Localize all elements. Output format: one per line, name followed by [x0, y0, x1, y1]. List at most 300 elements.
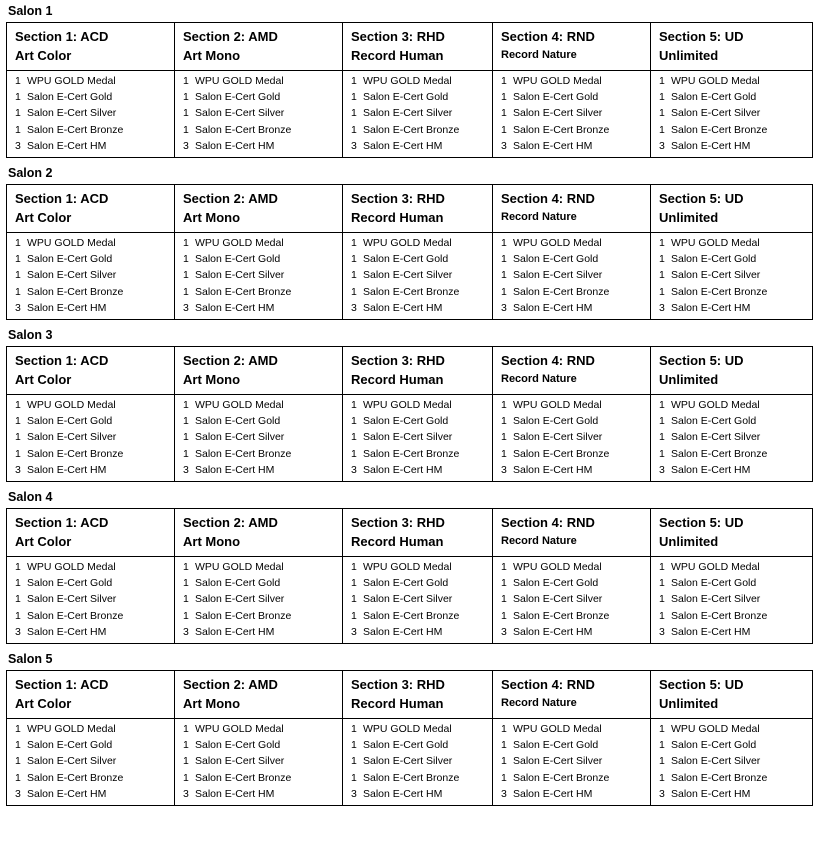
award-label: Salon E-Cert HM — [27, 139, 107, 152]
award-item — [343, 105, 492, 121]
award-item — [7, 575, 174, 591]
awards-list — [493, 557, 650, 643]
award-label: WPU GOLD Medal — [27, 561, 116, 574]
award-label: WPU GOLD Medal — [195, 237, 284, 250]
award-count: 1 — [501, 577, 507, 590]
award-item — [343, 251, 492, 267]
section-code: Section 2: AMD — [183, 677, 278, 693]
award-label: Salon E-Cert Silver — [195, 107, 285, 120]
section-name: Unlimited — [659, 372, 719, 388]
award-label: Salon E-Cert Bronze — [513, 123, 610, 136]
section-name: Art Mono — [183, 696, 241, 712]
section-header-cell — [343, 347, 493, 395]
section-header — [651, 347, 812, 394]
section-awards-cell — [175, 719, 343, 806]
section-name: Record Human — [351, 534, 444, 550]
award-item — [493, 753, 650, 769]
section-header-cell — [651, 23, 813, 71]
award-label: Salon E-Cert Bronze — [195, 771, 292, 784]
award-item — [651, 267, 812, 283]
award-item — [493, 786, 650, 802]
award-item — [7, 300, 174, 316]
award-label: Salon E-Cert Bronze — [513, 285, 610, 298]
award-label: Salon E-Cert Bronze — [363, 285, 460, 298]
award-count: 1 — [659, 415, 665, 428]
award-count: 1 — [15, 755, 21, 768]
award-label: Salon E-Cert Silver — [363, 431, 453, 444]
section-header — [651, 23, 812, 70]
award-label: Salon E-Cert Silver — [363, 107, 453, 120]
section-header — [7, 671, 174, 718]
award-label: Salon E-Cert Bronze — [363, 123, 460, 136]
section-code: Section 3: RHD — [351, 191, 445, 207]
award-label: Salon E-Cert Silver — [671, 593, 761, 606]
award-item — [175, 397, 342, 413]
award-label: WPU GOLD Medal — [363, 75, 452, 87]
award-count: 1 — [183, 593, 189, 606]
award-label: WPU GOLD Medal — [513, 399, 602, 412]
award-label: Salon E-Cert HM — [513, 301, 593, 314]
award-count: 1 — [15, 739, 21, 752]
award-count: 1 — [501, 107, 507, 120]
award-item — [343, 462, 492, 478]
section-header — [175, 509, 342, 556]
award-label: Salon E-Cert Gold — [195, 253, 281, 266]
award-item — [493, 73, 650, 89]
award-count: 3 — [183, 787, 189, 800]
award-label: Salon E-Cert Bronze — [27, 123, 124, 136]
awards-list — [651, 395, 812, 481]
award-count: 3 — [659, 301, 665, 314]
award-item — [7, 591, 174, 607]
award-item — [7, 251, 174, 267]
award-label: Salon E-Cert Bronze — [363, 771, 460, 784]
award-label: WPU GOLD Medal — [513, 75, 602, 87]
award-count: 1 — [351, 447, 357, 460]
section-code: Section 1: ACD — [15, 677, 109, 693]
award-label: Salon E-Cert Gold — [671, 739, 757, 752]
section-header-cell — [343, 23, 493, 71]
section-header-cell — [175, 23, 343, 71]
section-name: Unlimited — [659, 534, 719, 550]
award-label: WPU GOLD Medal — [671, 561, 760, 574]
award-item — [493, 429, 650, 445]
section-header-cell — [493, 23, 651, 71]
award-label: Salon E-Cert Gold — [27, 577, 113, 590]
section-name: Record Nature — [501, 697, 577, 710]
award-item — [343, 138, 492, 154]
award-item — [493, 300, 650, 316]
awards-list — [175, 233, 342, 319]
section-code: Section 2: AMD — [183, 29, 278, 44]
award-item — [343, 267, 492, 283]
section-awards-cell — [493, 719, 651, 806]
award-item — [493, 122, 650, 138]
section-header-cell — [651, 347, 813, 395]
award-item — [651, 284, 812, 300]
award-item — [343, 753, 492, 769]
award-count: 1 — [15, 285, 21, 298]
award-label: Salon E-Cert Silver — [513, 431, 603, 444]
table-header-row — [7, 185, 813, 233]
award-item — [651, 73, 812, 89]
award-count: 1 — [351, 771, 357, 784]
award-item — [175, 413, 342, 429]
award-item — [651, 591, 812, 607]
award-item — [7, 721, 174, 737]
salon-title: Salon 5 — [8, 652, 53, 667]
section-code: Section 5: UD — [659, 29, 744, 44]
section-header-cell — [7, 347, 175, 395]
table-row — [7, 719, 813, 806]
awards-list — [175, 719, 342, 805]
award-label: WPU GOLD Medal — [195, 723, 284, 736]
award-count: 3 — [659, 787, 665, 800]
award-count: 1 — [15, 593, 21, 606]
award-count: 1 — [15, 447, 21, 460]
award-count: 1 — [183, 415, 189, 428]
salon-title: Salon 1 — [8, 4, 53, 18]
award-label: Salon E-Cert HM — [27, 625, 107, 638]
award-item — [7, 413, 174, 429]
award-item — [175, 73, 342, 89]
award-count: 1 — [501, 399, 507, 412]
award-count: 3 — [15, 787, 21, 800]
award-label: Salon E-Cert Bronze — [195, 285, 292, 298]
award-item — [175, 462, 342, 478]
award-label: Salon E-Cert HM — [671, 139, 751, 152]
award-label: Salon E-Cert Bronze — [27, 285, 124, 298]
award-count: 1 — [183, 739, 189, 752]
section-header — [7, 509, 174, 556]
section-header — [493, 23, 650, 70]
awards-list — [493, 71, 650, 157]
award-item — [7, 284, 174, 300]
section-code: Section 1: ACD — [15, 353, 109, 369]
award-count: 1 — [501, 269, 507, 282]
section-awards-cell — [7, 719, 175, 806]
award-count: 1 — [351, 593, 357, 606]
award-count: 1 — [15, 269, 21, 282]
award-count: 3 — [183, 463, 189, 476]
award-item — [7, 89, 174, 105]
award-label: WPU GOLD Medal — [513, 561, 602, 574]
award-label: WPU GOLD Medal — [671, 237, 760, 250]
award-count: 1 — [659, 577, 665, 590]
award-count: 3 — [501, 463, 507, 476]
salon-block — [6, 162, 812, 320]
award-item — [7, 737, 174, 753]
award-label: Salon E-Cert Gold — [671, 253, 757, 266]
award-count: 1 — [659, 399, 665, 412]
salon-block — [6, 0, 812, 158]
award-item — [493, 608, 650, 624]
award-item — [7, 429, 174, 445]
award-label: Salon E-Cert HM — [27, 301, 107, 314]
section-awards-cell — [343, 71, 493, 158]
section-name: Record Nature — [501, 373, 577, 386]
award-count: 3 — [659, 625, 665, 638]
award-count: 1 — [15, 609, 21, 622]
award-count: 1 — [183, 269, 189, 282]
award-item — [343, 89, 492, 105]
award-label: Salon E-Cert Gold — [195, 739, 281, 752]
award-count: 3 — [351, 139, 357, 152]
section-code: Section 3: RHD — [351, 677, 445, 693]
section-name: Art Color — [15, 372, 72, 388]
award-count: 1 — [15, 91, 21, 104]
award-count: 1 — [501, 755, 507, 768]
award-item — [493, 446, 650, 462]
section-header-cell — [175, 671, 343, 719]
section-header — [343, 185, 492, 232]
award-label: Salon E-Cert Gold — [363, 415, 449, 428]
table-header-row — [7, 509, 813, 557]
section-name: Record Human — [351, 210, 444, 226]
award-label: Salon E-Cert HM — [671, 625, 751, 638]
award-count: 3 — [15, 463, 21, 476]
section-header — [651, 509, 812, 556]
section-awards-cell — [651, 395, 813, 482]
award-item — [7, 138, 174, 154]
award-count: 1 — [351, 561, 357, 574]
award-item — [493, 89, 650, 105]
award-item — [493, 397, 650, 413]
award-label: WPU GOLD Medal — [195, 75, 284, 87]
awards-list — [651, 71, 812, 157]
award-item — [175, 770, 342, 786]
award-label: Salon E-Cert HM — [363, 139, 443, 152]
award-count: 3 — [659, 139, 665, 152]
award-count: 1 — [15, 253, 21, 266]
award-label: Salon E-Cert Gold — [27, 253, 113, 266]
section-header — [7, 23, 174, 70]
award-item — [651, 737, 812, 753]
award-count: 3 — [351, 625, 357, 638]
section-awards-cell — [343, 395, 493, 482]
awards-list — [651, 557, 812, 643]
award-label: Salon E-Cert Silver — [27, 431, 117, 444]
award-label: Salon E-Cert Silver — [363, 755, 453, 768]
award-item — [175, 753, 342, 769]
award-item — [493, 267, 650, 283]
award-label: Salon E-Cert HM — [195, 463, 275, 476]
award-count: 1 — [183, 723, 189, 736]
award-item — [175, 786, 342, 802]
award-count: 1 — [659, 123, 665, 136]
award-item — [343, 591, 492, 607]
award-item — [493, 235, 650, 251]
award-count: 1 — [15, 237, 21, 250]
section-awards-cell — [175, 233, 343, 320]
award-count: 1 — [501, 285, 507, 298]
award-count: 1 — [659, 75, 665, 87]
award-item — [175, 284, 342, 300]
awards-list — [7, 395, 174, 481]
award-label: Salon E-Cert HM — [671, 787, 751, 800]
award-item — [343, 770, 492, 786]
award-count: 1 — [659, 561, 665, 574]
section-name: Art Color — [15, 696, 72, 712]
award-count: 1 — [15, 561, 21, 574]
section-awards-cell — [343, 719, 493, 806]
award-label: Salon E-Cert Bronze — [27, 447, 124, 460]
award-count: 1 — [351, 285, 357, 298]
section-header — [651, 671, 812, 718]
award-count: 3 — [183, 625, 189, 638]
section-header-cell — [651, 185, 813, 233]
award-item — [651, 753, 812, 769]
award-item — [493, 575, 650, 591]
award-item — [651, 462, 812, 478]
award-count: 1 — [351, 75, 357, 87]
table-row — [7, 71, 813, 158]
award-item — [343, 413, 492, 429]
section-header-cell — [175, 185, 343, 233]
award-count: 1 — [351, 107, 357, 120]
award-item — [651, 105, 812, 121]
award-item — [343, 608, 492, 624]
section-code: Section 1: ACD — [15, 515, 109, 531]
award-label: Salon E-Cert Silver — [195, 431, 285, 444]
award-count: 1 — [659, 447, 665, 460]
section-name: Art Mono — [183, 372, 241, 388]
award-count: 1 — [659, 593, 665, 606]
award-item — [493, 559, 650, 575]
awards-list — [7, 557, 174, 643]
award-item — [651, 122, 812, 138]
award-item — [175, 608, 342, 624]
section-header — [493, 185, 650, 232]
award-item — [651, 300, 812, 316]
award-item — [175, 591, 342, 607]
section-header-cell — [493, 185, 651, 233]
award-label: WPU GOLD Medal — [363, 237, 452, 250]
award-label: WPU GOLD Medal — [513, 723, 602, 736]
section-awards-cell — [7, 395, 175, 482]
award-count: 1 — [501, 431, 507, 444]
award-item — [651, 446, 812, 462]
award-label: Salon E-Cert Gold — [363, 739, 449, 752]
awards-list — [493, 233, 650, 319]
award-item — [343, 73, 492, 89]
award-count: 1 — [659, 269, 665, 282]
award-count: 1 — [659, 431, 665, 444]
section-header — [175, 671, 342, 718]
award-label: Salon E-Cert Bronze — [195, 123, 292, 136]
award-label: Salon E-Cert Silver — [195, 755, 285, 768]
award-label: Salon E-Cert HM — [671, 301, 751, 314]
section-name: Art Color — [15, 210, 72, 226]
award-count: 1 — [183, 561, 189, 574]
award-count: 1 — [501, 593, 507, 606]
award-count: 1 — [501, 123, 507, 136]
section-awards-cell — [175, 395, 343, 482]
award-count: 1 — [501, 447, 507, 460]
award-count: 3 — [351, 301, 357, 314]
section-code: Section 1: ACD — [15, 29, 109, 44]
section-awards-cell — [493, 71, 651, 158]
section-awards-cell — [651, 557, 813, 644]
award-count: 1 — [501, 415, 507, 428]
award-label: WPU GOLD Medal — [27, 723, 116, 736]
section-header — [493, 509, 650, 556]
award-label: Salon E-Cert Bronze — [363, 609, 460, 622]
section-name: Art Mono — [183, 48, 241, 63]
section-header — [175, 347, 342, 394]
section-awards-cell — [651, 71, 813, 158]
award-item — [175, 737, 342, 753]
section-header-cell — [7, 509, 175, 557]
table-row — [7, 557, 813, 644]
section-code: Section 5: UD — [659, 677, 744, 693]
section-header — [493, 347, 650, 394]
award-item — [343, 397, 492, 413]
award-label: Salon E-Cert Silver — [671, 755, 761, 768]
salon-awards-table — [6, 184, 813, 320]
section-code: Section 4: RND — [501, 29, 595, 44]
award-count: 1 — [183, 771, 189, 784]
award-item — [493, 770, 650, 786]
award-count: 1 — [183, 447, 189, 460]
section-code: Section 3: RHD — [351, 353, 445, 369]
award-label: WPU GOLD Medal — [195, 399, 284, 412]
award-label: Salon E-Cert Gold — [363, 253, 449, 266]
award-count: 1 — [501, 75, 507, 87]
awards-list — [651, 719, 812, 805]
section-awards-cell — [493, 557, 651, 644]
salon-title: Salon 4 — [8, 490, 53, 505]
awards-list — [343, 71, 492, 157]
award-label: Salon E-Cert HM — [195, 787, 275, 800]
award-label: Salon E-Cert Silver — [671, 431, 761, 444]
section-awards-cell — [7, 233, 175, 320]
section-code: Section 3: RHD — [351, 515, 445, 531]
award-item — [343, 721, 492, 737]
award-count: 3 — [15, 139, 21, 152]
award-label: Salon E-Cert HM — [27, 787, 107, 800]
award-count: 1 — [501, 91, 507, 104]
award-label: Salon E-Cert Bronze — [671, 771, 768, 784]
award-label: Salon E-Cert Gold — [27, 739, 113, 752]
award-count: 3 — [15, 301, 21, 314]
award-count: 1 — [351, 399, 357, 412]
award-item — [343, 300, 492, 316]
award-item — [651, 89, 812, 105]
award-label: Salon E-Cert Bronze — [671, 447, 768, 460]
award-item — [651, 397, 812, 413]
award-item — [7, 559, 174, 575]
award-count: 1 — [183, 123, 189, 136]
table-header-row — [7, 23, 813, 71]
section-code: Section 5: UD — [659, 191, 744, 207]
section-name: Art Color — [15, 534, 72, 550]
award-count: 1 — [15, 399, 21, 412]
salon-block — [6, 486, 812, 644]
award-count: 1 — [183, 75, 189, 87]
awards-list — [7, 233, 174, 319]
award-count: 1 — [183, 253, 189, 266]
award-item — [7, 770, 174, 786]
section-header-cell — [493, 671, 651, 719]
award-item — [175, 235, 342, 251]
award-count: 1 — [15, 123, 21, 136]
award-count: 1 — [659, 285, 665, 298]
section-name: Record Nature — [501, 535, 577, 548]
award-count: 1 — [183, 431, 189, 444]
award-count: 1 — [183, 609, 189, 622]
award-item — [343, 446, 492, 462]
